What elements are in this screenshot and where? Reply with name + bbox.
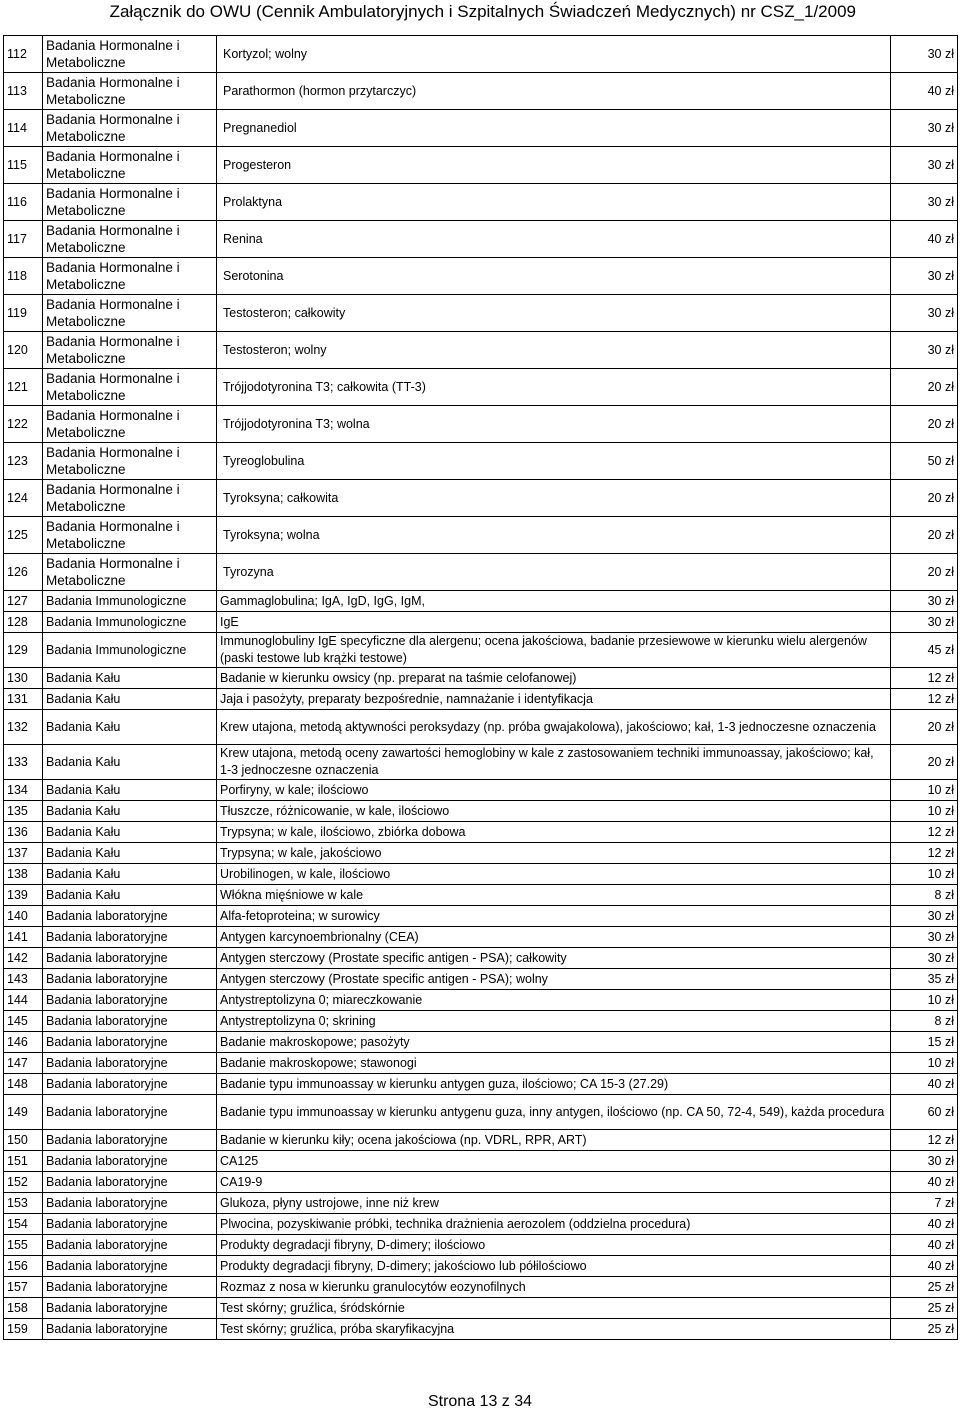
row-price: 35 zł <box>891 969 958 990</box>
table-row <box>4 1074 958 1095</box>
row-category: Badania Hormonalne i Metaboliczne <box>43 443 217 480</box>
table-row <box>4 1011 958 1032</box>
table-row <box>4 1130 958 1151</box>
row-number: 156 <box>4 1256 43 1277</box>
table-row <box>4 822 958 843</box>
row-test-name: Kortyzol; wolny <box>217 36 891 73</box>
price-table-body <box>4 36 958 1340</box>
row-test-name: Test skórny; gruźlica, śródskórnie <box>217 1298 891 1319</box>
row-test-name: Rozmaz z nosa w kierunku granulocytów eozynofilnych <box>217 1277 891 1298</box>
table-row <box>4 110 958 147</box>
row-category: Badania laboratoryjne <box>43 927 217 948</box>
row-number: 132 <box>4 710 43 745</box>
row-category: Badania Hormonalne i Metaboliczne <box>43 147 217 184</box>
table-row <box>4 480 958 517</box>
row-category: Badania Kału <box>43 843 217 864</box>
row-test-name: Progesteron <box>217 147 891 184</box>
row-number: 127 <box>4 591 43 612</box>
table-row <box>4 1319 958 1340</box>
row-number: 128 <box>4 612 43 633</box>
row-number: 116 <box>4 184 43 221</box>
row-number: 117 <box>4 221 43 258</box>
row-test-name: Urobilinogen, w kale, ilościowo <box>217 864 891 885</box>
row-test-name: Serotonina <box>217 258 891 295</box>
row-number: 126 <box>4 554 43 591</box>
row-price: 30 zł <box>891 258 958 295</box>
row-test-name: Badanie typu immunoassay w kierunku antygenu guza, inny antygen, ilościowo (np. CA 50, 72-4, 549), każda procedura <box>217 1095 891 1130</box>
row-number: 141 <box>4 927 43 948</box>
table-row <box>4 885 958 906</box>
row-test-name: Trypsyna; w kale, ilościowo, zbiórka dobowa <box>217 822 891 843</box>
row-test-name: Plwocina, pozyskiwanie próbki, technika drażnienia aerozolem (oddzielna procedura) <box>217 1214 891 1235</box>
row-price: 40 zł <box>891 1256 958 1277</box>
row-test-name: Antygen sterczowy (Prostate specific antigen - PSA); wolny <box>217 969 891 990</box>
row-category: Badania Hormonalne i Metaboliczne <box>43 221 217 258</box>
row-price: 12 zł <box>891 668 958 689</box>
row-number: 155 <box>4 1235 43 1256</box>
row-category: Badania Hormonalne i Metaboliczne <box>43 184 217 221</box>
row-test-name: Krew utajona, metodą oceny zawartości hemoglobiny w kale z zastosowaniem techniki immunoassay, jakościowo; kał, 1-3 jednoczesne oznaczenia <box>217 745 891 780</box>
row-price: 30 zł <box>891 948 958 969</box>
row-number: 147 <box>4 1053 43 1074</box>
row-test-name: Badanie w kierunku kiły; ocena jakościowa (np. VDRL, RPR, ART) <box>217 1130 891 1151</box>
table-row <box>4 1277 958 1298</box>
table-row <box>4 745 958 780</box>
table-row <box>4 147 958 184</box>
row-price: 25 zł <box>891 1298 958 1319</box>
row-number: 148 <box>4 1074 43 1095</box>
row-number: 135 <box>4 801 43 822</box>
table-row <box>4 864 958 885</box>
row-category: Badania laboratoryjne <box>43 1256 217 1277</box>
table-row <box>4 1235 958 1256</box>
row-category: Badania laboratoryjne <box>43 1277 217 1298</box>
row-price: 10 zł <box>891 990 958 1011</box>
row-number: 134 <box>4 780 43 801</box>
table-row <box>4 1193 958 1214</box>
price-table <box>3 35 958 1340</box>
row-category: Badania Kału <box>43 710 217 745</box>
row-price: 12 zł <box>891 1130 958 1151</box>
row-number: 139 <box>4 885 43 906</box>
row-price: 30 zł <box>891 906 958 927</box>
table-row <box>4 990 958 1011</box>
table-row <box>4 843 958 864</box>
row-price: 25 zł <box>891 1277 958 1298</box>
row-test-name: CA125 <box>217 1151 891 1172</box>
table-row <box>4 221 958 258</box>
row-number: 120 <box>4 332 43 369</box>
table-row <box>4 184 958 221</box>
row-price: 20 zł <box>891 554 958 591</box>
row-category: Badania Kału <box>43 864 217 885</box>
row-number: 159 <box>4 1319 43 1340</box>
row-number: 115 <box>4 147 43 184</box>
row-number: 152 <box>4 1172 43 1193</box>
row-category: Badania laboratoryjne <box>43 1172 217 1193</box>
row-price: 8 zł <box>891 1011 958 1032</box>
table-row <box>4 36 958 73</box>
row-test-name: Pregnanediol <box>217 110 891 147</box>
row-price: 50 zł <box>891 443 958 480</box>
row-price: 40 zł <box>891 1074 958 1095</box>
row-test-name: Produkty degradacji fibryny, D-dimery; ilościowo <box>217 1235 891 1256</box>
row-number: 129 <box>4 633 43 668</box>
table-row <box>4 633 958 668</box>
row-test-name: Produkty degradacji fibryny, D-dimery; jakościowo lub półilościowo <box>217 1256 891 1277</box>
table-row <box>4 295 958 332</box>
row-test-name: Gammaglobulina; IgA, IgD, IgG, IgM, <box>217 591 891 612</box>
row-price: 8 zł <box>891 885 958 906</box>
row-number: 124 <box>4 480 43 517</box>
row-price: 20 zł <box>891 369 958 406</box>
row-category: Badania laboratoryjne <box>43 969 217 990</box>
row-test-name: Tyroksyna; wolna <box>217 517 891 554</box>
table-row <box>4 948 958 969</box>
row-test-name: Alfa-fetoproteina; w surowicy <box>217 906 891 927</box>
row-number: 123 <box>4 443 43 480</box>
row-test-name: Tyrozyna <box>217 554 891 591</box>
row-number: 137 <box>4 843 43 864</box>
row-category: Badania Kału <box>43 885 217 906</box>
row-number: 158 <box>4 1298 43 1319</box>
row-price: 20 zł <box>891 406 958 443</box>
row-category: Badania Hormonalne i Metaboliczne <box>43 36 217 73</box>
row-category: Badania laboratoryjne <box>43 1095 217 1130</box>
row-category: Badania laboratoryjne <box>43 1298 217 1319</box>
row-number: 121 <box>4 369 43 406</box>
row-price: 40 zł <box>891 73 958 110</box>
row-price: 40 zł <box>891 221 958 258</box>
row-price: 40 zł <box>891 1172 958 1193</box>
row-test-name: Antystreptolizyna 0; skrining <box>217 1011 891 1032</box>
row-category: Badania Hormonalne i Metaboliczne <box>43 369 217 406</box>
row-number: 144 <box>4 990 43 1011</box>
row-number: 145 <box>4 1011 43 1032</box>
row-price: 30 zł <box>891 110 958 147</box>
table-row <box>4 906 958 927</box>
row-price: 30 zł <box>891 332 958 369</box>
row-category: Badania Immunologiczne <box>43 612 217 633</box>
row-number: 151 <box>4 1151 43 1172</box>
row-category: Badania Hormonalne i Metaboliczne <box>43 406 217 443</box>
row-test-name: Badanie makroskopowe; pasożyty <box>217 1032 891 1053</box>
row-category: Badania laboratoryjne <box>43 1193 217 1214</box>
row-category: Badania Kału <box>43 745 217 780</box>
row-price: 15 zł <box>891 1032 958 1053</box>
row-number: 119 <box>4 295 43 332</box>
table-row <box>4 554 958 591</box>
table-row <box>4 780 958 801</box>
row-number: 146 <box>4 1032 43 1053</box>
row-test-name: Antygen sterczowy (Prostate specific antigen - PSA); całkowity <box>217 948 891 969</box>
row-test-name: Parathormon (hormon przytarczyc) <box>217 73 891 110</box>
row-price: 30 zł <box>891 591 958 612</box>
row-price: 20 zł <box>891 710 958 745</box>
table-row <box>4 1172 958 1193</box>
row-test-name: Badanie w kierunku owsicy (np. preparat na taśmie celofanowej) <box>217 668 891 689</box>
row-number: 131 <box>4 689 43 710</box>
row-number: 113 <box>4 73 43 110</box>
row-number: 157 <box>4 1277 43 1298</box>
row-test-name: Badanie makroskopowe; stawonogi <box>217 1053 891 1074</box>
row-category: Badania Hormonalne i Metaboliczne <box>43 480 217 517</box>
table-row <box>4 1298 958 1319</box>
row-number: 118 <box>4 258 43 295</box>
table-row <box>4 369 958 406</box>
row-price: 40 zł <box>891 1235 958 1256</box>
row-category: Badania laboratoryjne <box>43 1011 217 1032</box>
row-test-name: Antystreptolizyna 0; miareczkowanie <box>217 990 891 1011</box>
row-price: 12 zł <box>891 822 958 843</box>
row-price: 30 zł <box>891 295 958 332</box>
row-price: 30 zł <box>891 1151 958 1172</box>
row-number: 125 <box>4 517 43 554</box>
row-category: Badania Kału <box>43 668 217 689</box>
row-test-name: Glukoza, płyny ustrojowe, inne niż krew <box>217 1193 891 1214</box>
table-row <box>4 406 958 443</box>
row-test-name: Trójjodotyronina T3; wolna <box>217 406 891 443</box>
row-price: 20 zł <box>891 480 958 517</box>
row-price: 12 zł <box>891 689 958 710</box>
table-row <box>4 969 958 990</box>
row-category: Badania Hormonalne i Metaboliczne <box>43 258 217 295</box>
row-test-name: Krew utajona, metodą aktywności peroksydazy (np. próba gwajakolowa), jakościowo; kał, 1-3 jednoczesne oznaczenia <box>217 710 891 745</box>
row-test-name: Trypsyna; w kale, jakościowo <box>217 843 891 864</box>
row-number: 138 <box>4 864 43 885</box>
row-price: 30 zł <box>891 36 958 73</box>
row-category: Badania laboratoryjne <box>43 1151 217 1172</box>
table-row <box>4 443 958 480</box>
row-test-name: Badanie typu immunoassay w kierunku antygen guza, ilościowo; CA 15-3 (27.29) <box>217 1074 891 1095</box>
table-row <box>4 332 958 369</box>
row-number: 122 <box>4 406 43 443</box>
table-row <box>4 73 958 110</box>
row-number: 140 <box>4 906 43 927</box>
table-row <box>4 668 958 689</box>
row-category: Badania laboratoryjne <box>43 1053 217 1074</box>
row-test-name: Immunoglobuliny IgE specyficzne dla alergenu; ocena jakościowa, badanie przesiewowe w kierunku wielu alergenów (paski testowe lub krążki testowe) <box>217 633 891 668</box>
page-number: Strona 13 z 34 <box>427 1393 533 1410</box>
row-category: Badania Hormonalne i Metaboliczne <box>43 295 217 332</box>
row-category: Badania Hormonalne i Metaboliczne <box>43 332 217 369</box>
row-number: 114 <box>4 110 43 147</box>
row-test-name: Trójjodotyronina T3; całkowita (TT-3) <box>217 369 891 406</box>
row-category: Badania Kału <box>43 801 217 822</box>
row-category: Badania laboratoryjne <box>43 1235 217 1256</box>
row-price: 60 zł <box>891 1095 958 1130</box>
row-number: 153 <box>4 1193 43 1214</box>
row-category: Badania laboratoryjne <box>43 1319 217 1340</box>
row-price: 30 zł <box>891 927 958 948</box>
row-category: Badania laboratoryjne <box>43 948 217 969</box>
row-test-name: Tłuszcze, różnicowanie, w kale, ilościowo <box>217 801 891 822</box>
table-row <box>4 710 958 745</box>
row-price: 30 zł <box>891 612 958 633</box>
table-row <box>4 612 958 633</box>
row-price: 10 zł <box>891 864 958 885</box>
row-price: 20 zł <box>891 745 958 780</box>
row-number: 143 <box>4 969 43 990</box>
table-row <box>4 1256 958 1277</box>
row-number: 150 <box>4 1130 43 1151</box>
row-test-name: Antygen karcynoembrionalny (CEA) <box>217 927 891 948</box>
row-test-name: Renina <box>217 221 891 258</box>
row-category: Badania Hormonalne i Metaboliczne <box>43 73 217 110</box>
table-row <box>4 258 958 295</box>
row-number: 133 <box>4 745 43 780</box>
row-price: 7 zł <box>891 1193 958 1214</box>
row-category: Badania Hormonalne i Metaboliczne <box>43 110 217 147</box>
table-row <box>4 1095 958 1130</box>
table-row <box>4 801 958 822</box>
row-price: 25 zł <box>891 1319 958 1340</box>
row-test-name: IgE <box>217 612 891 633</box>
row-test-name: Tyroksyna; całkowita <box>217 480 891 517</box>
row-price: 30 zł <box>891 147 958 184</box>
row-price: 10 zł <box>891 1053 958 1074</box>
row-price: 20 zł <box>891 517 958 554</box>
table-row <box>4 1151 958 1172</box>
row-number: 142 <box>4 948 43 969</box>
table-row <box>4 1053 958 1074</box>
row-price: 40 zł <box>891 1214 958 1235</box>
row-test-name: Tyreoglobulina <box>217 443 891 480</box>
row-category: Badania laboratoryjne <box>43 1214 217 1235</box>
row-price: 45 zł <box>891 633 958 668</box>
row-test-name: Testosteron; całkowity <box>217 295 891 332</box>
row-price: 12 zł <box>891 843 958 864</box>
row-category: Badania Hormonalne i Metaboliczne <box>43 554 217 591</box>
table-row <box>4 591 958 612</box>
row-test-name: Porfiryny, w kale; ilościowo <box>217 780 891 801</box>
row-category: Badania Kału <box>43 780 217 801</box>
row-number: 149 <box>4 1095 43 1130</box>
table-row <box>4 517 958 554</box>
row-category: Badania Immunologiczne <box>43 633 217 668</box>
row-test-name: Jaja i pasożyty, preparaty bezpośrednie, namnażanie i identyfikacja <box>217 689 891 710</box>
row-category: Badania Immunologiczne <box>43 591 217 612</box>
row-price: 10 zł <box>891 801 958 822</box>
row-category: Badania Hormonalne i Metaboliczne <box>43 517 217 554</box>
row-number: 130 <box>4 668 43 689</box>
row-category: Badania Kału <box>43 822 217 843</box>
table-row <box>4 689 958 710</box>
page-header: Załącznik do OWU (Cennik Ambulatoryjnych i Szpitalnych Świadczeń Medycznych) nr CSZ_1/2009 <box>109 2 856 21</box>
row-category: Badania laboratoryjne <box>43 1032 217 1053</box>
row-category: Badania laboratoryjne <box>43 1130 217 1151</box>
row-test-name: CA19-9 <box>217 1172 891 1193</box>
table-row <box>4 927 958 948</box>
row-price: 30 zł <box>891 184 958 221</box>
row-test-name: Test skórny; gruźlica, próba skaryfikacyjna <box>217 1319 891 1340</box>
row-number: 136 <box>4 822 43 843</box>
row-category: Badania laboratoryjne <box>43 906 217 927</box>
row-number: 112 <box>4 36 43 73</box>
row-test-name: Prolaktyna <box>217 184 891 221</box>
row-test-name: Włókna mięśniowe w kale <box>217 885 891 906</box>
row-category: Badania laboratoryjne <box>43 990 217 1011</box>
row-category: Badania laboratoryjne <box>43 1074 217 1095</box>
table-row <box>4 1032 958 1053</box>
table-row <box>4 1214 958 1235</box>
row-price: 10 zł <box>891 780 958 801</box>
row-category: Badania Kału <box>43 689 217 710</box>
row-test-name: Testosteron; wolny <box>217 332 891 369</box>
row-number: 154 <box>4 1214 43 1235</box>
